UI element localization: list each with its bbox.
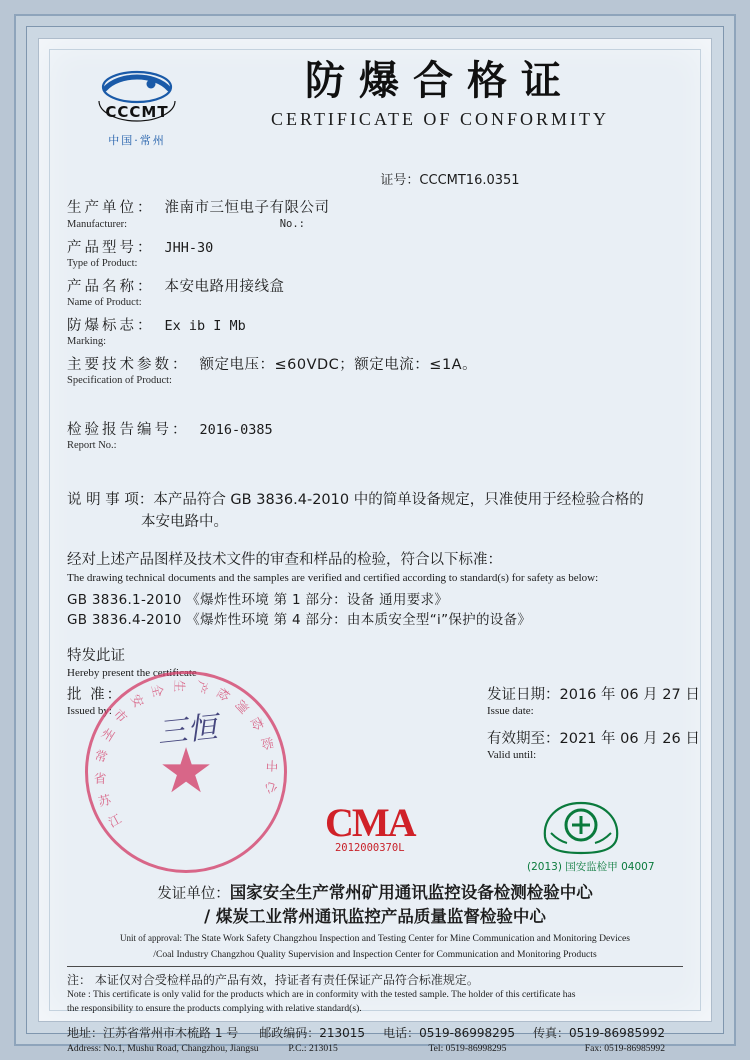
address-cn-tel	[383, 1024, 515, 1041]
field-value-marking: Ex ib I Mb	[164, 318, 246, 334]
field-label-manufacturer-cn: 生产单位：	[67, 200, 155, 216]
address-row-cn	[67, 1024, 683, 1041]
footnote-en-line1	[67, 989, 683, 1002]
issuer-label-en: Unit of approval:	[119, 932, 182, 943]
issuer-name-cn-1: 国家安全生产常州矿用通讯监控设备检测检验中心	[229, 882, 593, 902]
note-label: 说 明 事 项：	[67, 492, 154, 508]
address-en-fax	[585, 1043, 665, 1054]
svg-text:CCCMT: CCCMT	[105, 103, 169, 121]
issue-date-value: 2016 年 06 月 27 日	[559, 686, 700, 703]
certificate-content	[39, 39, 711, 1054]
standards-intro-en: The drawing technical documents and the samples are verified and certified according to standard(s) for safety as below:	[67, 571, 599, 584]
safety-mark-block	[527, 797, 655, 874]
field-row-report	[67, 418, 683, 451]
address-cn-postcode-value: 213015	[319, 1025, 366, 1040]
field-label-marking-en: Marking:	[67, 336, 107, 347]
issuer-block	[67, 881, 683, 962]
spacer-2	[67, 457, 683, 483]
address-cn-address	[67, 1024, 241, 1041]
note-text-2: 本安电路中。	[141, 514, 228, 531]
address-en-fax-label: Fax:	[584, 1042, 602, 1054]
stamp-ring-text: 江 苏 省 常 州 市 安 全 生 产 检 测 检 验 中 心	[93, 678, 279, 831]
field-list	[67, 196, 683, 451]
address-en-tel	[428, 1043, 566, 1054]
footnote-cn	[67, 971, 683, 988]
hereby-cn: 特发此证	[67, 647, 125, 664]
field-label-type-cn: 产品型号：	[67, 240, 155, 256]
hereby-en: Hereby present the certificate	[67, 666, 197, 679]
note-block	[67, 489, 683, 534]
certificate-number-value: CCCMT16.0351	[419, 173, 520, 188]
handwritten-signature: 三恒	[155, 709, 220, 751]
dates-block	[487, 683, 750, 771]
address-en-address-label: Address:	[67, 1042, 102, 1054]
address-en-tel-label: Tel:	[428, 1042, 444, 1054]
note-text-1: 本产品符合 GB 3836.4-2010 中的简单设备规定，只准使用于经检验合格的	[153, 492, 644, 508]
address-cn-postcode	[259, 1024, 365, 1041]
address-en-tel-value: 0519-86998295	[445, 1042, 507, 1054]
certificate-number-label-en: No.:	[279, 218, 305, 230]
address-en-fax-value: 0519-86985992	[604, 1042, 665, 1054]
safety-mark-year: (2013)	[527, 860, 562, 873]
field-label-manufacturer-en	[67, 218, 683, 230]
field-value-specification: 额定电压：≤60VDC；额定电流：≤1A。	[199, 357, 478, 373]
field-label-specification-cn: 主要技术参数：	[67, 357, 190, 373]
valid-until-value: 2021 年 06 月 26 日	[559, 730, 700, 747]
address-block	[67, 1024, 683, 1054]
note-line-1	[67, 489, 683, 511]
standard-item-1: GB 3836.1-2010 《爆炸性环境 第 1 部分：设备 通用要求》	[67, 591, 449, 608]
valid-until-row	[487, 727, 750, 748]
address-cn-fax-label: 传真：	[533, 1025, 570, 1040]
field-label-manufacturer-en-text: Manufacturer:	[67, 219, 128, 230]
cma-mark-number: 2012000370L	[334, 841, 405, 854]
valid-until-label-en: Valid until:	[487, 748, 537, 761]
field-label-specification-en: Specification of Product:	[67, 375, 172, 386]
address-cn-fax-value: 0519-86985992	[569, 1025, 665, 1040]
field-value-type: JHH-30	[164, 240, 214, 256]
approval-label-cn: 批 准：	[67, 686, 124, 703]
divider	[67, 966, 683, 967]
field-row-manufacturer	[67, 196, 683, 230]
field-row-name	[67, 275, 683, 308]
issuer-name-en-line1	[67, 932, 683, 946]
footnote-label-en: Note :	[67, 988, 91, 1000]
footnote-text-en-1: This certificate is only valid for the products which are in conformity with the tested sample. The holder of this certificate has	[92, 988, 576, 1000]
field-value-manufacturer: 淮南市三恒电子有限公司	[164, 200, 330, 216]
certificate-paper	[38, 38, 712, 1054]
issue-date-label-cn: 发证日期：	[487, 686, 560, 703]
logo-subtitle: 中国·常州	[108, 134, 166, 147]
certificate-title-cn: 防爆合格证	[305, 58, 575, 104]
field-row-type	[67, 236, 683, 269]
safety-mark-number	[527, 859, 655, 874]
address-cn-address-value: 江苏省常州市木梳路 1 号	[103, 1025, 239, 1040]
cccmt-logo	[77, 67, 197, 148]
issuer-name-en-2: /Coal Industry Changzhou Quality Supervision and Inspection Center for Communication and Monitoring Products	[153, 948, 597, 960]
field-label-type-en: Type of Product:	[67, 258, 138, 269]
issuer-name-en-1: The State Work Safety Changzhou Inspection and Testing Center for Mine Communication and Monitoring Devices	[184, 932, 631, 944]
safety-mark-code: 国安监检甲 04007	[565, 860, 655, 873]
stamp-star-icon: ★	[158, 737, 214, 806]
address-cn-tel-label: 电话：	[383, 1025, 420, 1040]
standards-intro-cn: 经对上述产品图样及技术文件的审查和样品的检验，符合以下标准：	[67, 551, 502, 568]
field-label-report-cn: 检验报告编号：	[67, 422, 190, 438]
approval-label-en: Issued by:	[67, 704, 112, 717]
field-row-specification	[67, 353, 683, 386]
footnote-label-cn: 注：	[67, 972, 92, 987]
address-en-postcode-label: P.C.:	[288, 1042, 307, 1054]
safety-wreath-icon	[527, 797, 635, 857]
issue-date-row	[487, 683, 750, 704]
cma-mark-block	[325, 799, 415, 854]
footnote-text-en-2: the responsibility to ensure the products complying with relative standard(s).	[67, 1002, 362, 1014]
footnote-block	[67, 971, 683, 1016]
field-value-name: 本安电路用接线盒	[164, 279, 285, 295]
issuer-label-cn: 发证单位：	[157, 885, 230, 902]
cccmt-logo-icon	[89, 67, 185, 129]
standard-item-2: GB 3836.4-2010 《爆炸性环境 第 4 部分：由本质安全型“i”保护的设备》	[67, 611, 532, 628]
standards-block	[67, 548, 683, 628]
address-cn-tel-value: 0519-86998295	[419, 1025, 516, 1040]
spacer	[67, 392, 683, 418]
issuer-name-cn-2: / 煤炭工业常州通讯监控产品质量监督检验中心	[204, 906, 546, 926]
accreditation-marks	[67, 797, 683, 879]
title-zone	[217, 57, 683, 130]
field-value-report: 2016-0385	[199, 422, 273, 438]
address-cn-postcode-label: 邮政编码：	[259, 1025, 320, 1040]
field-label-report-en: Report No.:	[67, 440, 117, 451]
address-cn-address-label: 地址：	[67, 1025, 104, 1040]
address-en-address-value: No.1, Mushu Road, Changzhou, Jiangsu	[103, 1042, 259, 1054]
certificate-number-label-cn: 证号：	[380, 173, 420, 188]
cma-mark-text: CMA	[325, 799, 415, 845]
certificate-header	[67, 57, 683, 167]
address-en-postcode-value: 213015	[308, 1042, 338, 1054]
issuer-name-cn-line1	[67, 881, 683, 905]
address-row-en	[67, 1043, 683, 1054]
field-label-marking-cn: 防爆标志：	[67, 318, 155, 334]
field-label-name-en: Name of Product:	[67, 297, 142, 308]
address-en-address	[67, 1043, 270, 1054]
certificate-title-en: CERTIFICATE OF CONFORMITY	[271, 109, 609, 129]
field-row-marking	[67, 314, 683, 347]
issue-date-label-en: Issue date:	[487, 704, 534, 717]
address-en-postcode	[288, 1043, 410, 1054]
certificate-number-row	[217, 169, 683, 188]
address-cn-fax	[533, 1024, 665, 1041]
valid-until-label-cn: 有效期至：	[487, 730, 560, 747]
field-label-name-cn: 产品名称：	[67, 279, 155, 295]
footnote-text-cn: 本证仅对合受检样品的产品有效，持证者有责任保证产品符合标准规定。	[94, 972, 479, 987]
